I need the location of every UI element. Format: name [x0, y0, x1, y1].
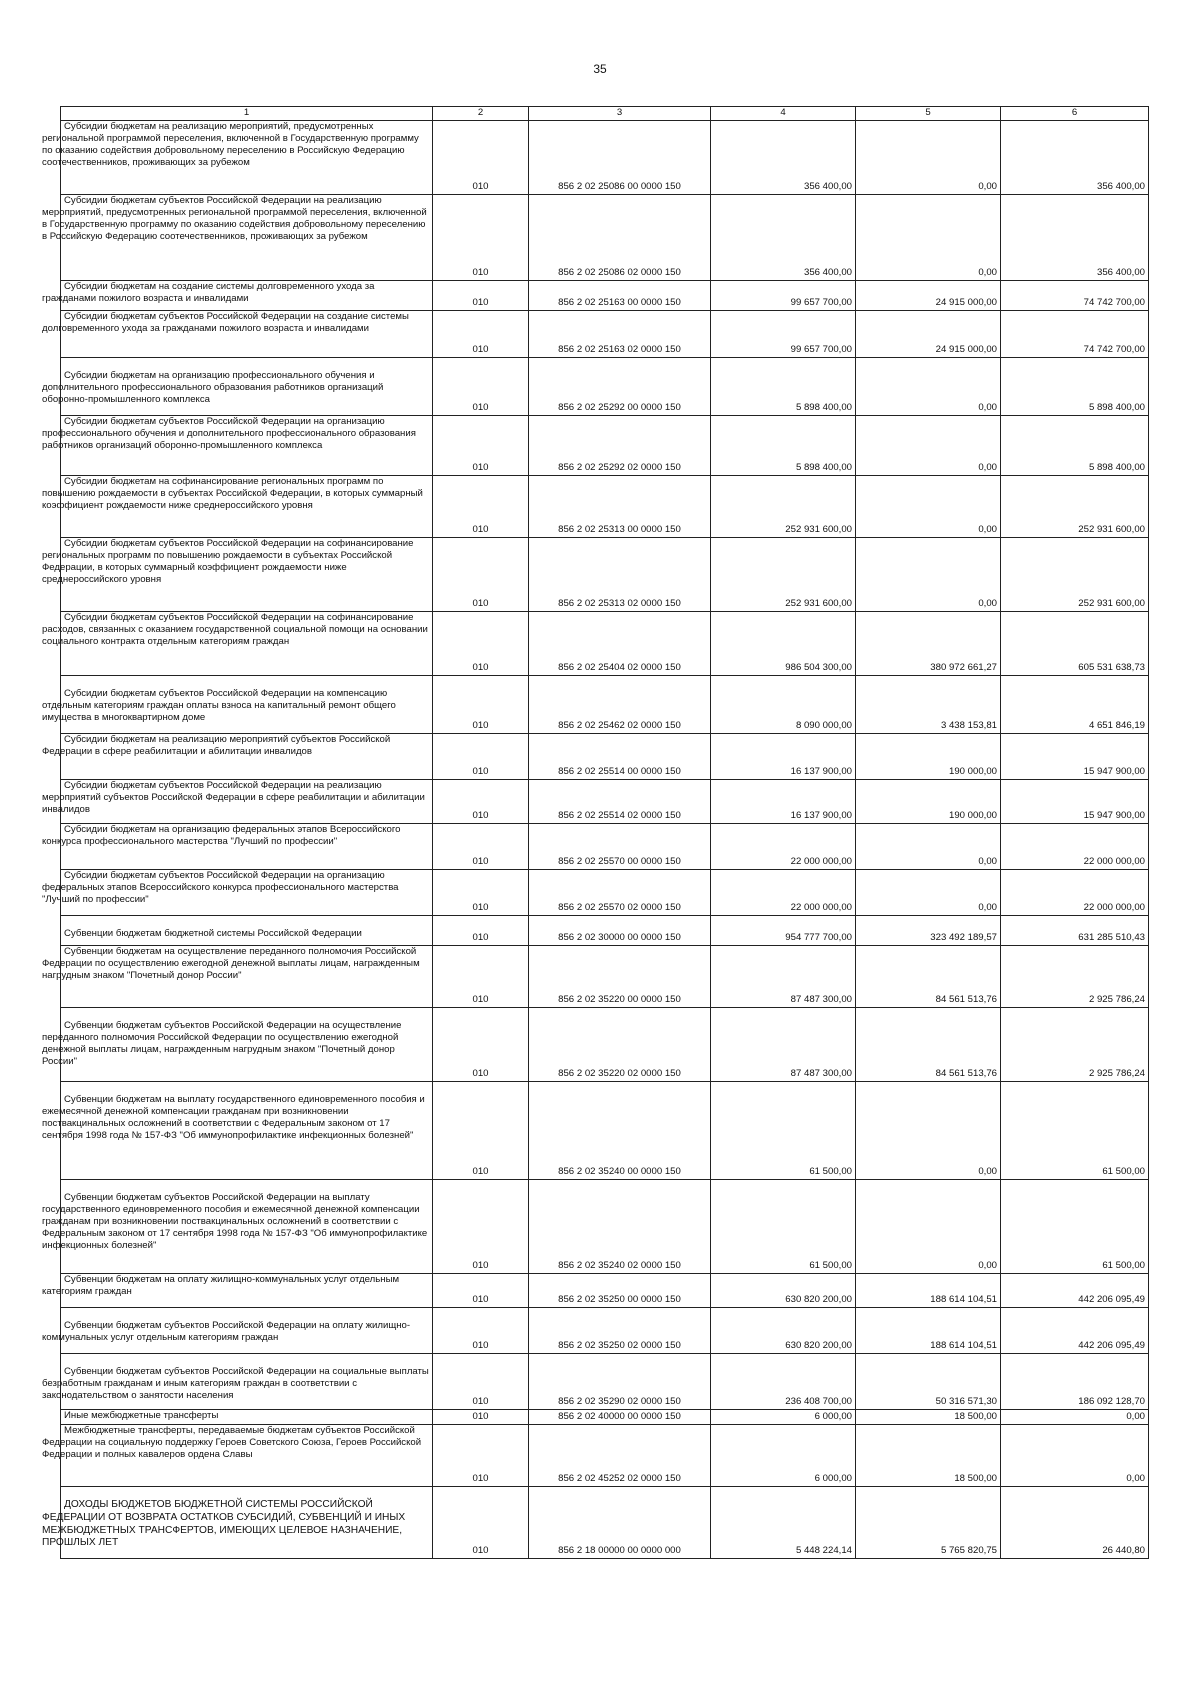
row-approved-amount: 5 898 400,00: [711, 416, 856, 476]
row-approved-amount: 6 000,00: [711, 1410, 856, 1425]
row-budget-code: 856 2 18 00000 00 0000 000: [529, 1487, 711, 1559]
row-executed-amount: 0,00: [856, 824, 1001, 870]
row-executed-amount: 50 316 571,30: [856, 1354, 1001, 1410]
row-line-code: 010: [433, 734, 529, 780]
row-remaining-amount: 0,00: [1001, 1425, 1149, 1487]
table-row: [61, 916, 1149, 946]
table-row: [61, 1487, 1149, 1559]
row-executed-amount: 84 561 513,76: [856, 1008, 1001, 1082]
row-description-text: Иные межбюджетные трансферты: [64, 1410, 219, 1421]
row-executed-amount: 0,00: [856, 1082, 1001, 1180]
row-remaining-amount: 26 440,80: [1001, 1487, 1149, 1559]
row-executed-amount: 323 492 189,57: [856, 916, 1001, 946]
row-description-text: Субсидии бюджетам на реализацию мероприятий субъектов Российской Федерации в сфере реабилитации и абилитации инвалидов: [42, 734, 391, 757]
row-executed-amount: 18 500,00: [856, 1410, 1001, 1425]
row-description: [61, 1410, 433, 1425]
row-description-text: Субсидии бюджетам на реализацию мероприятий, предусмотренных региональной программой переселения, включенной в Государственную программу по оказанию содействия добровольному переселению в Российскую Федерацию соотечественников, проживающих за рубежом: [42, 121, 419, 168]
row-description-text: Субвенции бюджетам субъектов Российской Федерации на выплату государственного единовременного пособия и ежемесячной денежной компенсации гражданам при возникновении поствакцинальных осложнений в соответствии с Федеральным законом от 17 сентября 1998 года № 157-ФЗ "Об иммунопрофилактике инфекционных болезней": [42, 1192, 428, 1251]
row-remaining-amount: 2 925 786,24: [1001, 946, 1149, 1008]
row-line-code: 010: [433, 946, 529, 1008]
row-description: [42, 195, 433, 281]
row-line-code: 010: [433, 1425, 529, 1487]
row-description-text: Субсидии бюджетам на организацию профессионального обучения и дополнительного профессионального образования работников организаций оборонно-промышленного комплекса: [42, 370, 384, 405]
row-executed-amount: 0,00: [856, 358, 1001, 416]
row-remaining-amount: 252 931 600,00: [1001, 538, 1149, 612]
row-line-code: 010: [433, 1180, 529, 1274]
row-approved-amount: 6 000,00: [711, 1425, 856, 1487]
row-description-text: Субсидии бюджетам субъектов Российской Федерации на софинансирование региональных программ по повышению рождаемости в субъектах Российской Федерации, в которых суммарный коэффициент рождаемости ниже среднероссийского уровня: [42, 538, 414, 585]
row-executed-amount: 0,00: [856, 416, 1001, 476]
table-row: [61, 780, 1149, 824]
header-row: [61, 107, 1149, 121]
row-budget-code: 856 2 02 25163 02 0000 150: [529, 311, 711, 358]
row-approved-amount: 87 487 300,00: [711, 1008, 856, 1082]
row-executed-amount: 0,00: [856, 1180, 1001, 1274]
row-line-code: 010: [433, 538, 529, 612]
row-executed-amount: 190 000,00: [856, 734, 1001, 780]
row-executed-amount: 188 614 104,51: [856, 1308, 1001, 1354]
row-executed-amount: 5 765 820,75: [856, 1487, 1001, 1559]
table-row: [61, 1180, 1149, 1274]
row-remaining-amount: 2 925 786,24: [1001, 1008, 1149, 1082]
row-remaining-amount: 252 931 600,00: [1001, 476, 1149, 538]
row-description-text: Субсидии бюджетам субъектов Российской Федерации на софинансирование расходов, связанных с оказанием государственной социальной помощи на основании социального контракта отдельным категориям граждан: [42, 612, 428, 647]
row-line-code: 010: [433, 612, 529, 676]
row-budget-code: 856 2 02 35220 00 0000 150: [529, 946, 711, 1008]
row-approved-amount: 252 931 600,00: [711, 538, 856, 612]
row-description-text: Субвенции бюджетам на оплату жилищно-коммунальных услуг отдельным категориям граждан: [42, 1274, 400, 1297]
row-description: [42, 734, 433, 780]
table-row: [61, 1410, 1149, 1425]
row-description: [42, 612, 433, 676]
row-description: [42, 121, 433, 195]
table-row: [61, 1308, 1149, 1354]
table-row: [61, 538, 1149, 612]
row-description-text: Субсидии бюджетам на софинансирование региональных программ по повышению рождаемости в субъектах Российской Федерации, в которых суммарный коэффициент рождаемости ниже среднероссийского уровня: [42, 476, 423, 511]
row-description-text: Субвенции бюджетам субъектов Российской Федерации на социальные выплаты безработным гражданам и иным категориям граждан в соответствии с законодательством о занятости населения: [42, 1366, 429, 1401]
row-approved-amount: 5 448 224,14: [711, 1487, 856, 1559]
row-description: [42, 1008, 433, 1082]
row-budget-code: 856 2 02 25514 00 0000 150: [529, 734, 711, 780]
row-approved-amount: 236 408 700,00: [711, 1354, 856, 1410]
row-remaining-amount: 0,00: [1001, 1410, 1149, 1425]
row-budget-code: 856 2 02 25462 02 0000 150: [529, 676, 711, 734]
row-approved-amount: 61 500,00: [711, 1082, 856, 1180]
row-line-code: 010: [433, 358, 529, 416]
row-remaining-amount: 61 500,00: [1001, 1082, 1149, 1180]
row-budget-code: 856 2 02 35240 02 0000 150: [529, 1180, 711, 1274]
row-budget-code: 856 2 02 25570 02 0000 150: [529, 870, 711, 916]
row-approved-amount: 5 898 400,00: [711, 358, 856, 416]
row-remaining-amount: 74 742 700,00: [1001, 311, 1149, 358]
row-line-code: 010: [433, 1410, 529, 1425]
row-executed-amount: 188 614 104,51: [856, 1274, 1001, 1308]
row-executed-amount: 380 972 661,27: [856, 612, 1001, 676]
row-description-text: ДОХОДЫ БЮДЖЕТОВ БЮДЖЕТНОЙ СИСТЕМЫ РОССИЙСКОЙ ФЕДЕРАЦИИ ОТ ВОЗВРАТА ОСТАТКОВ СУБСИДИЙ, СУБВЕНЦИЙ И ИНЫХ МЕЖБЮДЖЕТНЫХ ТРАНСФЕРТОВ, ИМЕЮЩИХ ЦЕЛЕВОЕ НАЗНАЧЕНИЕ, ПРОШЛЫХ ЛЕТ: [42, 1499, 406, 1549]
row-executed-amount: 18 500,00: [856, 1425, 1001, 1487]
row-line-code: 010: [433, 1274, 529, 1308]
row-description: [42, 824, 433, 870]
row-approved-amount: 630 820 200,00: [711, 1274, 856, 1308]
row-description-text: Субвенции бюджетам на выплату государственного единовременного пособия и ежемесячной денежной компенсации гражданам при возникновении поствакцинальных осложнений в соответствии с Федеральным законом от 17 сентября 1998 года № 157-ФЗ "Об иммунопрофилактике инфекционных болезней": [42, 1094, 425, 1141]
column-header: 3: [529, 107, 711, 121]
row-description-text: Субвенции бюджетам субъектов Российской Федерации на оплату жилищно-коммунальных услуг отдельным категориям граждан: [42, 1320, 411, 1343]
row-remaining-amount: 4 651 846,19: [1001, 676, 1149, 734]
row-line-code: 010: [433, 916, 529, 946]
page-number: 35: [593, 62, 607, 76]
row-line-code: 010: [433, 281, 529, 311]
row-description-text: Субсидии бюджетам на создание системы долговременного ухода за гражданами пожилого возраста и инвалидами: [42, 281, 375, 304]
row-budget-code: 856 2 02 25313 00 0000 150: [529, 476, 711, 538]
row-approved-amount: 87 487 300,00: [711, 946, 856, 1008]
row-approved-amount: 16 137 900,00: [711, 780, 856, 824]
row-executed-amount: 0,00: [856, 538, 1001, 612]
column-header: 4: [711, 107, 856, 121]
row-remaining-amount: 15 947 900,00: [1001, 734, 1149, 780]
row-budget-code: 856 2 02 25086 02 0000 150: [529, 195, 711, 281]
row-line-code: 010: [433, 676, 529, 734]
row-remaining-amount: 74 742 700,00: [1001, 281, 1149, 311]
row-approved-amount: 356 400,00: [711, 121, 856, 195]
row-description: [42, 1487, 433, 1559]
column-header: 2: [433, 107, 529, 121]
table-row: [61, 824, 1149, 870]
row-remaining-amount: 356 400,00: [1001, 121, 1149, 195]
table-row: [61, 1425, 1149, 1487]
row-remaining-amount: 186 092 128,70: [1001, 1354, 1149, 1410]
row-remaining-amount: 442 206 095,49: [1001, 1274, 1149, 1308]
row-budget-code: 856 2 02 25086 00 0000 150: [529, 121, 711, 195]
row-line-code: 010: [433, 1082, 529, 1180]
table-row: [61, 281, 1149, 311]
row-executed-amount: 0,00: [856, 121, 1001, 195]
table-row: [61, 476, 1149, 538]
row-line-code: 010: [433, 476, 529, 538]
row-approved-amount: 99 657 700,00: [711, 311, 856, 358]
table-row: [61, 1274, 1149, 1308]
table-row: [61, 1354, 1149, 1410]
row-remaining-amount: 22 000 000,00: [1001, 824, 1149, 870]
row-approved-amount: 8 090 000,00: [711, 676, 856, 734]
row-approved-amount: 356 400,00: [711, 195, 856, 281]
row-executed-amount: 0,00: [856, 870, 1001, 916]
row-line-code: 010: [433, 1487, 529, 1559]
row-description-text: Субсидии бюджетам субъектов Российской Федерации на компенсацию отдельным категориям граждан оплаты взноса на капитальный ремонт общего имущества в многоквартирном доме: [42, 688, 396, 723]
row-budget-code: 856 2 02 30000 00 0000 150: [529, 916, 711, 946]
row-approved-amount: 99 657 700,00: [711, 281, 856, 311]
row-description: [42, 1082, 433, 1180]
row-description: [42, 946, 433, 1008]
table-row: [61, 870, 1149, 916]
row-remaining-amount: 605 531 638,73: [1001, 612, 1149, 676]
row-description: [42, 780, 433, 824]
row-budget-code: 856 2 02 35250 02 0000 150: [529, 1308, 711, 1354]
row-line-code: 010: [433, 780, 529, 824]
row-line-code: 010: [433, 824, 529, 870]
row-description: [42, 676, 433, 734]
row-line-code: 010: [433, 195, 529, 281]
table-row: [61, 946, 1149, 1008]
row-executed-amount: 24 915 000,00: [856, 311, 1001, 358]
row-remaining-amount: 5 898 400,00: [1001, 358, 1149, 416]
row-line-code: 010: [433, 121, 529, 195]
row-budget-code: 856 2 02 25292 02 0000 150: [529, 416, 711, 476]
row-executed-amount: 0,00: [856, 195, 1001, 281]
row-executed-amount: 84 561 513,76: [856, 946, 1001, 1008]
row-budget-code: 856 2 02 25163 00 0000 150: [529, 281, 711, 311]
row-description: [42, 1354, 433, 1410]
row-description: [42, 281, 433, 311]
row-approved-amount: 16 137 900,00: [711, 734, 856, 780]
row-description-text: Межбюджетные трансферты, передаваемые бюджетам субъектов Российской Федерации на социальную поддержку Героев Советского Союза, Героев Российской Федерации и полных кавалеров ордена Славы: [42, 1425, 422, 1460]
row-line-code: 010: [433, 870, 529, 916]
row-budget-code: 856 2 02 25313 02 0000 150: [529, 538, 711, 612]
row-description-text: Субсидии бюджетам на организацию федеральных этапов Всероссийского конкурса профессионального мастерства "Лучший по профессии": [42, 824, 401, 847]
row-description: [42, 416, 433, 476]
row-executed-amount: 190 000,00: [856, 780, 1001, 824]
row-description-text: Субсидии бюджетам субъектов Российской Федерации на организацию федеральных этапов Всероссийского конкурса профессионального мастерства "Лучший по профессии": [42, 870, 399, 905]
row-remaining-amount: 442 206 095,49: [1001, 1308, 1149, 1354]
row-description: [42, 358, 433, 416]
row-line-code: 010: [433, 311, 529, 358]
row-budget-code: 856 2 02 35220 02 0000 150: [529, 1008, 711, 1082]
row-description: [42, 311, 433, 358]
table-row: [61, 612, 1149, 676]
row-approved-amount: 22 000 000,00: [711, 870, 856, 916]
budget-table: [42, 106, 1149, 1559]
row-description: [61, 916, 433, 946]
row-remaining-amount: 61 500,00: [1001, 1180, 1149, 1274]
row-approved-amount: 22 000 000,00: [711, 824, 856, 870]
table-row: [61, 358, 1149, 416]
row-budget-code: 856 2 02 25292 00 0000 150: [529, 358, 711, 416]
column-header: 1: [61, 107, 433, 121]
table-row: [61, 1082, 1149, 1180]
column-header: 5: [856, 107, 1001, 121]
row-executed-amount: 3 438 153,81: [856, 676, 1001, 734]
table-row: [61, 311, 1149, 358]
row-description: [42, 476, 433, 538]
row-description: [42, 1308, 433, 1354]
row-budget-code: 856 2 02 40000 00 0000 150: [529, 1410, 711, 1425]
row-line-code: 010: [433, 1308, 529, 1354]
row-approved-amount: 61 500,00: [711, 1180, 856, 1274]
row-description-text: Субвенции бюджетам на осуществление переданного полномочия Российской Федерации по осуществлению ежегодной денежной выплаты лицам, награжденным нагрудным знаком "Почетный донор России": [42, 946, 420, 981]
row-approved-amount: 986 504 300,00: [711, 612, 856, 676]
row-budget-code: 856 2 02 35290 02 0000 150: [529, 1354, 711, 1410]
row-remaining-amount: 22 000 000,00: [1001, 870, 1149, 916]
row-description: [42, 1425, 433, 1487]
row-line-code: 010: [433, 416, 529, 476]
row-description: [42, 1274, 433, 1308]
row-budget-code: 856 2 02 45252 02 0000 150: [529, 1425, 711, 1487]
row-budget-code: 856 2 02 25570 00 0000 150: [529, 824, 711, 870]
table-row: [61, 416, 1149, 476]
row-approved-amount: 252 931 600,00: [711, 476, 856, 538]
row-description: [42, 1180, 433, 1274]
row-description-text: Субсидии бюджетам субъектов Российской Федерации на реализацию мероприятий, предусмотренных региональной программой переселения, включенной в Государственную программу по оказанию содействия добровольному переселению в Российскую Федерацию соотечественников, проживающих за рубежом: [42, 195, 427, 242]
row-remaining-amount: 5 898 400,00: [1001, 416, 1149, 476]
row-description: [42, 538, 433, 612]
row-description: [42, 870, 433, 916]
row-line-code: 010: [433, 1008, 529, 1082]
row-description-text: Субвенции бюджетам бюджетной системы Российской Федерации: [64, 928, 362, 939]
table-row: [61, 676, 1149, 734]
row-budget-code: 856 2 02 25514 02 0000 150: [529, 780, 711, 824]
row-remaining-amount: 15 947 900,00: [1001, 780, 1149, 824]
row-budget-code: 856 2 02 35240 00 0000 150: [529, 1082, 711, 1180]
row-approved-amount: 954 777 700,00: [711, 916, 856, 946]
row-executed-amount: 0,00: [856, 476, 1001, 538]
row-executed-amount: 24 915 000,00: [856, 281, 1001, 311]
row-description-text: Субсидии бюджетам субъектов Российской Федерации на создание системы долговременного ухода за гражданами пожилого возраста и инвалидами: [42, 311, 409, 334]
row-description-text: Субвенции бюджетам субъектов Российской Федерации на осуществление переданного полномочия Российской Федерации по осуществлению ежегодной денежной выплаты лицам, награжденным нагрудным знаком "Почетный донор России": [42, 1020, 402, 1067]
row-line-code: 010: [433, 1354, 529, 1410]
row-remaining-amount: 631 285 510,43: [1001, 916, 1149, 946]
row-budget-code: 856 2 02 25404 02 0000 150: [529, 612, 711, 676]
row-description-text: Субсидии бюджетам субъектов Российской Федерации на реализацию мероприятий субъектов Российской Федерации в сфере реабилитации и абилитации инвалидов: [42, 780, 425, 815]
column-header: 6: [1001, 107, 1149, 121]
table-row: [61, 734, 1149, 780]
table-row: [61, 121, 1149, 195]
row-budget-code: 856 2 02 35250 00 0000 150: [529, 1274, 711, 1308]
row-description-text: Субсидии бюджетам субъектов Российской Федерации на организацию профессионального обучения и дополнительного профессионального образования работников организаций оборонно-промышленного комплекса: [42, 416, 416, 451]
table-row: [61, 1008, 1149, 1082]
row-approved-amount: 630 820 200,00: [711, 1308, 856, 1354]
row-remaining-amount: 356 400,00: [1001, 195, 1149, 281]
table-row: [61, 195, 1149, 281]
